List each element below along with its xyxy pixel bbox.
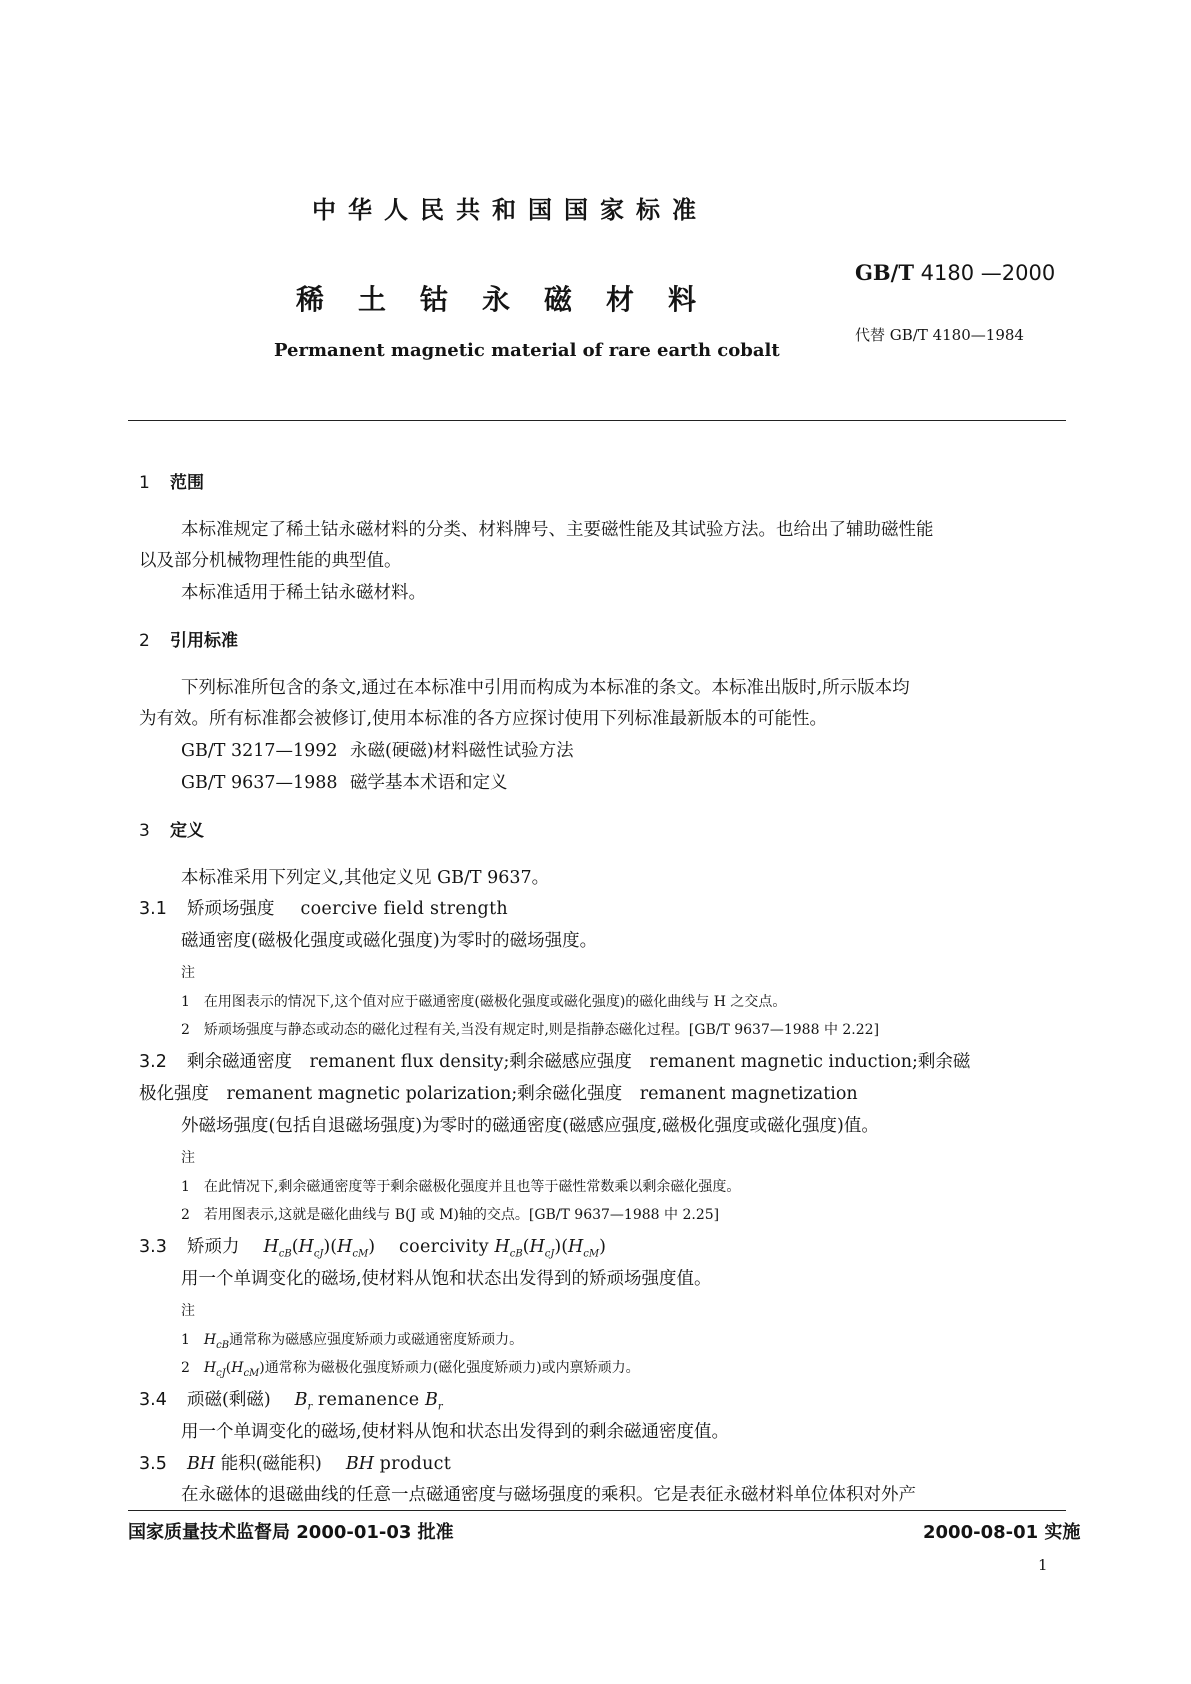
- header-divider: [128, 420, 1066, 421]
- definition-number: 3.3: [139, 1237, 167, 1257]
- definition-term-cn: 矫顽场强度: [187, 899, 275, 919]
- symbol-hcb: $H_{cB}$: [263, 1237, 292, 1260]
- section-1-paragraph-line: 以及部分机械物理性能的典型值。: [139, 551, 402, 571]
- note-text: 通常称为磁极化强度矫顽力(磁化强度矫顽力)或内禀矫顽力。: [264, 1360, 640, 1376]
- standard-title-cn: 稀土钴永磁材料: [296, 283, 731, 316]
- definition-3-4-body: 用一个单调变化的磁场,使材料从饱和状态出发得到的剩余磁通密度值。: [181, 1422, 730, 1442]
- definition-3-2-heading-continued: 极化强度 remanent magnetic polarization;剩余磁化强度 remanent magnetization: [139, 1084, 858, 1104]
- implementation-date: 2000-08-01 实施: [923, 1522, 1081, 1543]
- note-label: 注: [181, 1303, 195, 1319]
- definition-3-1-body: 磁通密度(磁极化强度或磁化强度)为零时的磁场强度。: [181, 931, 598, 951]
- section-1-title: 范围: [170, 473, 204, 493]
- section-2-paragraph-line: 为有效。所有标准都会被修订,使用本标准的各方应探讨使用下列标准最新版本的可能性。: [139, 709, 828, 729]
- note-text: 通常称为磁感应强度矫顽力或磁通密度矫顽力。: [229, 1332, 524, 1348]
- replaces-standard: 代替 GB/T 4180—1984: [855, 326, 1024, 344]
- note-label: 注: [181, 965, 195, 981]
- section-1-heading: [139, 468, 204, 493]
- section-2-paragraph-line: 下列标准所包含的条文,通过在本标准中引用而构成为本标准的条文。本标准出版时,所示版本均: [181, 678, 910, 698]
- section-2-number: 2: [139, 631, 150, 651]
- reference-code: GB/T 9637—1988: [181, 773, 338, 793]
- reference-code: GB/T 3217—1992: [181, 741, 338, 761]
- definition-term-cn: 矫顽力: [187, 1237, 240, 1257]
- standard-title-en: Permanent magnetic material of rare earth cobalt: [274, 340, 780, 361]
- standard-code: [855, 260, 1055, 285]
- standard-code-number: 4180 —2000: [920, 261, 1056, 285]
- section-3-title: 定义: [170, 821, 204, 841]
- reference-title: 磁学基本术语和定义: [350, 773, 508, 793]
- definition-3-2-note-2: 2 若用图表示,这就是磁化曲线与 B(J 或 M)轴的交点。[GB/T 9637—1988 中 2.25]: [181, 1207, 720, 1223]
- reference-item: [181, 769, 508, 794]
- reference-title: 永磁(硬磁)材料磁性试验方法: [350, 741, 574, 761]
- definition-3-3-body: 用一个单调变化的磁场,使材料从饱和状态出发得到的矫顽场强度值。: [181, 1269, 712, 1289]
- definition-3-1-note-2: 2 矫顽场强度与静态或动态的磁化过程有关,当没有规定时,则是指静态磁化过程。[GB/T 9637—1988 中 2.22]: [181, 1022, 880, 1038]
- reference-item: [181, 737, 574, 762]
- definition-number: 3.4: [139, 1390, 167, 1410]
- definition-term-cn: 能积(磁能积): [220, 1454, 322, 1474]
- section-1-paragraph-line: 本标准规定了稀土钴永磁材料的分类、材料牌号、主要磁性能及其试验方法。也给出了辅助磁性能: [181, 520, 934, 540]
- definition-term-en: remanence: [317, 1390, 420, 1410]
- definition-3-2-body: 外磁场强度(包括自退磁场强度)为零时的磁通密度(磁感应强度,磁极化强度或磁化强度)值。: [181, 1116, 879, 1136]
- definition-3-2-heading: [139, 1048, 970, 1073]
- definition-3-2-note-1: 1 在此情况下,剩余磁通密度等于剩余磁极化强度并且也等于磁性常数乘以剩余磁化强度。: [181, 1179, 741, 1195]
- definition-3-5-heading: 3.5 BH 能积(磁能积) BH product: [139, 1454, 452, 1474]
- definition-3-1-heading: [139, 895, 508, 920]
- note-label: 注: [181, 1150, 195, 1166]
- definition-term-en: coercivity: [399, 1237, 489, 1257]
- definition-3-3-note-1: 1 $H_{cB}$通常称为磁感应强度矫顽力或磁通密度矫顽力。: [181, 1332, 524, 1351]
- definition-number: 3.2: [139, 1052, 167, 1072]
- definition-3-3-heading: 3.3 矫顽力 $H_{cB}(H_{cJ})(H_{cM})$ coercivity $H_{cB}(H_{cJ})(H_{cM})$: [139, 1237, 606, 1260]
- section-2-heading: [139, 626, 238, 651]
- definition-term-en: product: [379, 1454, 452, 1474]
- section-3-number: 3: [139, 821, 150, 841]
- section-3-intro: 本标准采用下列定义,其他定义见 GB/T 9637。: [181, 868, 550, 888]
- definition-3-4-heading: 3.4 顽磁(剩磁) $B_r$ remanence $B_r$: [139, 1390, 443, 1413]
- section-1-scope-paragraph: 本标准适用于稀土钴永磁材料。: [181, 583, 426, 603]
- definition-number: 3.5: [139, 1454, 167, 1474]
- definition-3-1-note-1: 1 在用图表示的情况下,这个值对应于磁通密度(磁极化强度或磁化强度)的磁化曲线与 H 之交点。: [181, 994, 787, 1010]
- approval-line: 国家质量技术监督局 2000-01-03 批准: [128, 1522, 454, 1543]
- section-1-number: 1: [139, 473, 150, 493]
- standard-code-prefix: GB/T: [855, 260, 914, 285]
- footer-divider: [128, 1510, 1066, 1511]
- national-standard-title: 中华人民共和国国家标准: [312, 196, 708, 224]
- section-2-title: 引用标准: [170, 631, 238, 651]
- section-3-heading: [139, 816, 204, 841]
- definition-terms-line: 剩余磁通密度 remanent flux density;剩余磁感应强度 remanent magnetic induction;剩余磁: [187, 1052, 971, 1072]
- definition-3-3-note-2: 2 $H_{cJ}(H_{cM})$通常称为磁极化强度矫顽力(磁化强度矫顽力)或内禀矫顽力。: [181, 1360, 640, 1379]
- definition-number: 3.1: [139, 899, 167, 919]
- definition-term-cn: 顽磁(剩磁): [187, 1390, 271, 1410]
- definition-3-5-body: 在永磁体的退磁曲线的任意一点磁通密度与磁场强度的乘积。它是表征永磁材料单位体积对外产: [181, 1485, 916, 1505]
- definition-term-en: coercive field strength: [300, 899, 508, 919]
- page-number: 1: [1038, 1556, 1048, 1574]
